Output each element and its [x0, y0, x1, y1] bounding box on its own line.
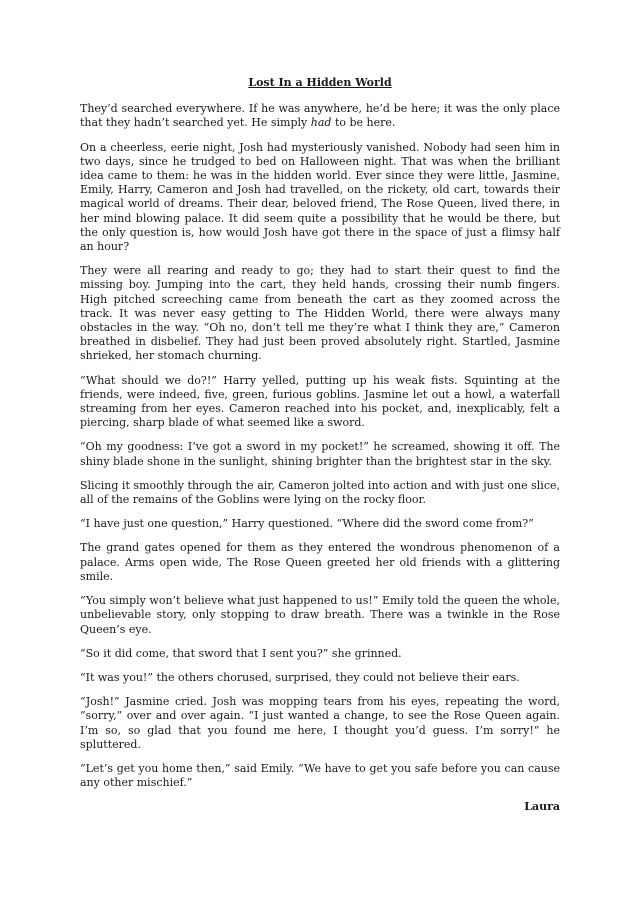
paragraph-4: “What should we do?!” Harry yelled, putting up his weak fists. Squinting at the friends, were indeed, five, green, furious goblins. Jasmine let out a howl, a waterfall streaming from her eyes. Cameron reached into his pocket, and, inexplicably, felt a piercing, sharp blade of what seemed like a sword.	[80, 373, 560, 430]
paragraph-6: Slicing it smoothly through the air, Cameron jolted into action and with just one slice, all of the remains of the Goblins were lying on the rocky floor.	[80, 478, 560, 507]
paragraph-12: “Josh!” Jasmine cried. Josh was mopping tears from his eyes, repeating the word, “sorry,” over and over again. “I just wanted a change, to see the Rose Queen again. I’m so, so glad that you found me here, I thought you’d guess. I’m sorry!” he spluttered.	[80, 695, 560, 751]
paragraph-1-text-end: to be here.	[331, 116, 396, 130]
document-page	[80, 76, 560, 815]
paragraph-1-emphasis: had	[310, 116, 332, 130]
paragraph-3: They were all rearing and ready to go; they had to start their quest to find the missing boy. Jumping into the cart, they held hands, crossing their numb fingers. High pitched screeching came from beneath the cart as they zoomed across the track. It was never easy getting to The Hidden World, there were always many obstacles in the way. “Oh no, don’t tell me they’re what I think they are,” Cameron breathed in disbelief. They had just been proved absolutely right. Startled, Jasmine shrieked, her stomach churning.	[80, 264, 560, 363]
paragraph-5: “Oh my goodness: I’ve got a sword in my pocket!” he screamed, showing it off. The shiny blade shone in the sunlight, shining brighter than the brightest star in the sky.	[80, 440, 560, 468]
paragraph-11: “It was you!” the others chorused, surprised, they could not believe their ears.	[80, 670, 520, 684]
paragraph-10: “So it did come, that sword that I sent you?” she grinned.	[80, 646, 402, 660]
paragraph-1-text-start: They’d searched everywhere. If he was anywhere, he’d be here; it was the only place that they hadn’t searched yet. He simply	[80, 102, 560, 130]
story-title: Lost In a Hidden World	[248, 76, 392, 89]
author-signature: Laura	[524, 800, 560, 814]
paragraph-13: “Let’s get you home then,” said Emily. “We have to get you safe before you can cause any other mischief.”	[80, 761, 560, 790]
paragraph-7: “I have just one question,” Harry questioned. “Where did the sword come from?”	[80, 517, 534, 531]
paragraph-2: On a cheerless, eerie night, Josh had mysteriously vanished. Nobody had seen him in two days, since he trudged to bed on Halloween night. That was when the brilliant idea came to them: he was in the hidden world. Ever since they were little, Jasmine, Emily, Harry, Cameron and Josh had travelled, on the rickety, old cart, towards their magical world of dreams. Their dear, beloved friend, The Rose Queen, lived there, in her mind blowing palace. It did seem quite a possibility that he would be there, but the only question is, how would Josh have got there in the space of just a flimsy half an hour?	[80, 140, 560, 254]
paragraph-8: The grand gates opened for them as they entered the wondrous phenomenon of a palace. Arms open wide, The Rose Queen greeted her old friends with a glittering smile.	[80, 541, 560, 583]
paragraph-9: “You simply won’t believe what just happened to us!” Emily told the queen the whole, unbelievable story, only stopping to draw breath. There was a twinkle in the Rose Queen’s eye.	[80, 594, 560, 636]
paragraph-1	[80, 102, 560, 130]
